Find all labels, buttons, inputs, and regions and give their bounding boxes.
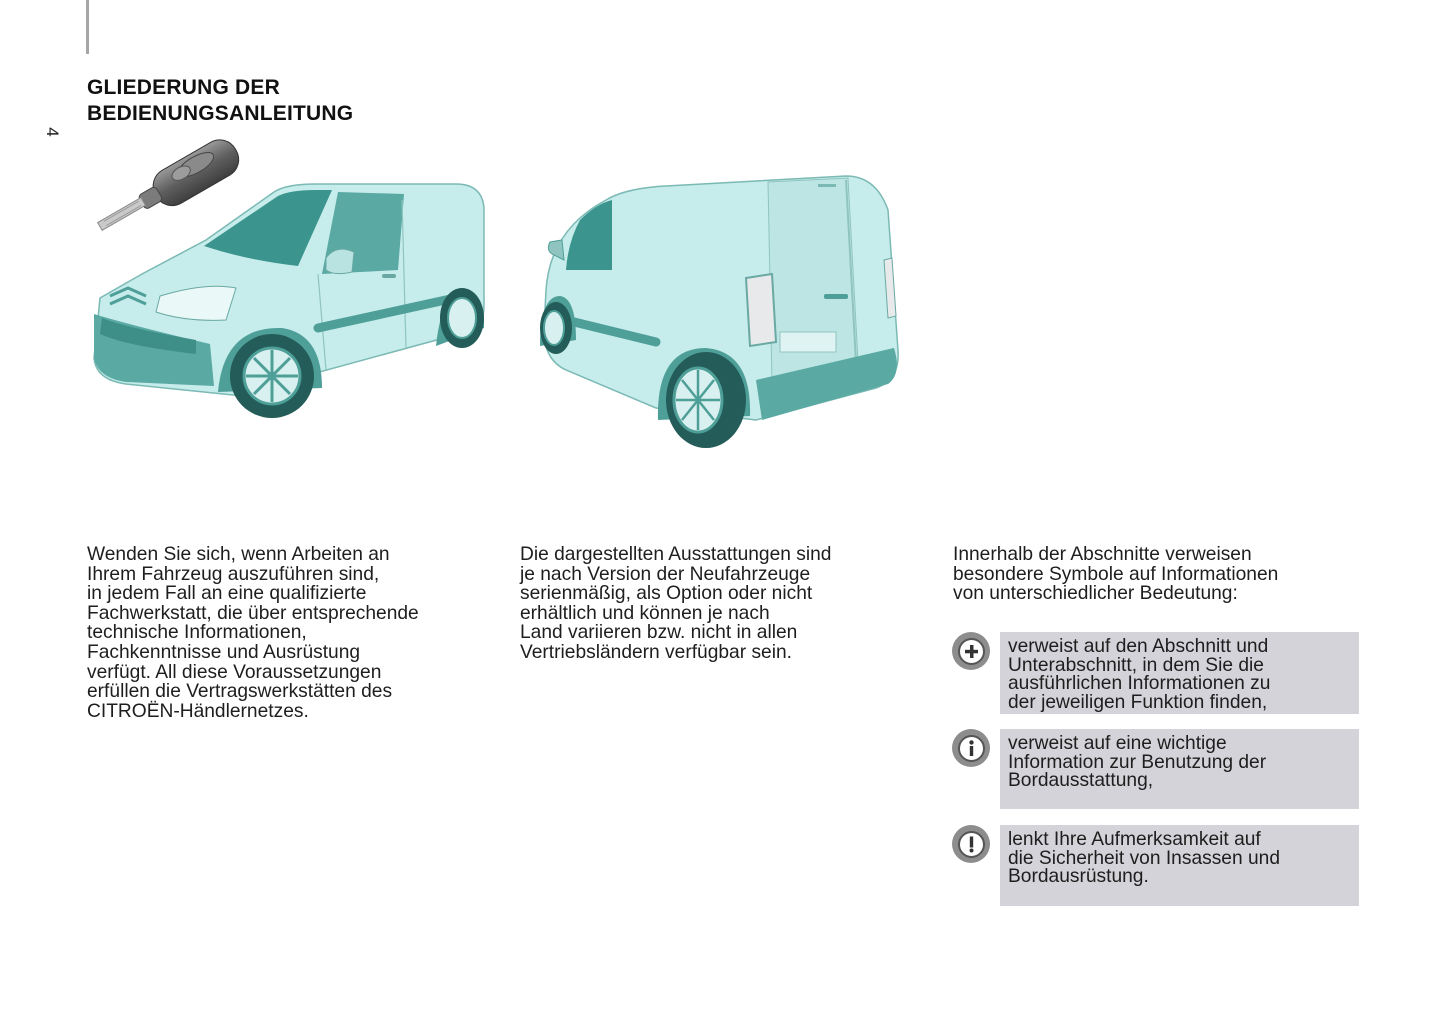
exclamation-glyph xyxy=(964,836,979,853)
exclamation-icon xyxy=(952,825,990,863)
title-line-1: GLIEDERUNG DER xyxy=(87,76,280,99)
info-glyph xyxy=(964,740,979,757)
column-symbols-intro: Innerhalb der Abschnitte verweisen besondere Symbole auf Informationen von unterschiedlicher Bedeutung: xyxy=(953,544,1279,605)
page-title xyxy=(87,75,353,127)
column-equipment-text: Die dargestellten Ausstattungen sind je nach Version der Neufahrzeuge serienmäßig, als Option oder nicht erhältlich und können je nach Land variieren bzw. nicht in allen Vertriebsländern verfügbar sein. xyxy=(520,544,832,663)
page-number: 4 xyxy=(43,127,62,137)
symbol-box-warning xyxy=(1000,825,1359,906)
symbol-warning-text: lenkt Ihre Aufmerksamkeit auf die Sicherheit von Insassen und Bordausrüstung. xyxy=(1008,829,1280,888)
plus-glyph xyxy=(964,644,979,659)
margin-rule xyxy=(86,0,89,54)
plus-icon xyxy=(952,632,990,670)
symbol-info-text: verweist auf eine wichtige Information zur Benutzung der Bordausstattung, xyxy=(1008,733,1267,792)
van-rear-illustration xyxy=(536,170,904,452)
symbol-reference-text: verweist auf den Abschnitt und Unterabschnitt, in dem Sie die ausführlichen Informationen zu der jeweiligen Funktion finden, xyxy=(1008,636,1271,713)
van-front-illustration xyxy=(86,178,488,424)
symbol-box-info xyxy=(1000,729,1359,809)
info-icon xyxy=(952,729,990,767)
symbol-box-reference xyxy=(1000,632,1359,714)
column-workshop-text: Wenden Sie sich, wenn Arbeiten an Ihrem Fahrzeug auszuführen sind, in jedem Fall an eine qualifizierte Fachwerkstatt, die über entsprechende technische Informationen, Fachkenntnisse und Ausrüstung verfügt. All diese Voraussetzungen erfüllen die Vertragswerkstätten des CITROËN-Händlernetzes. xyxy=(87,544,419,722)
title-line-2: BEDIENUNGSANLEITUNG xyxy=(87,102,354,125)
